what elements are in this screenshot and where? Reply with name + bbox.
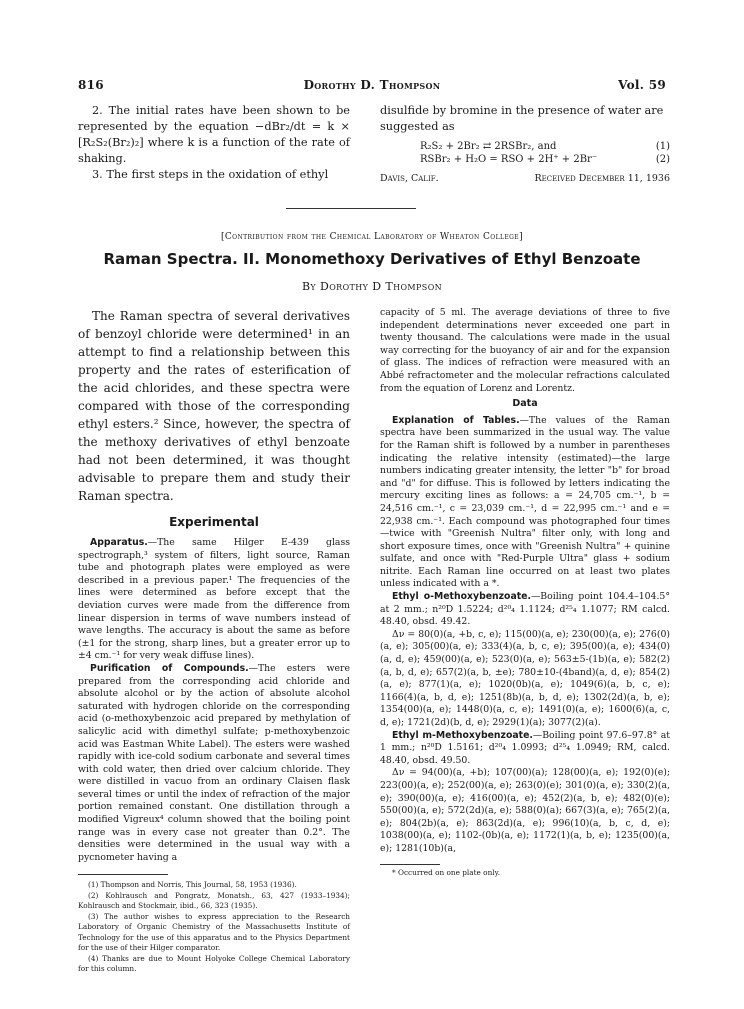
equation-2-body: RSBr₂ + H₂O = RSO + 2H⁺ + 2Br⁻ [420,154,598,165]
purification-label: Purification of Compounds. [90,662,249,674]
article-title: Raman Spectra. II. Monomethoxy Derivatives of Ethyl Benzoate [103,250,641,268]
equation-2-number: (2) [655,154,670,165]
equation-1-body: R₂S₂ + 2Br₂ ⇄ 2RSBr₂, and [420,141,557,152]
explanation-text: —The values of the Raman spectra have been summarized in the usual way. The value for the Raman shift is followed by a number in parentheses indicating the relative intensity (estimated)—the large numbers indicating greater intensity, the letter "b" for broad and "d" for diffuse. This is followed by letters indicating the mercury exciting lines as follows: a = 24,705 cm.⁻¹, b = 24,516 cm.⁻¹, c = 23,039 cm.⁻¹, d = 22,995 cm.⁻¹ and e = 22,938 cm.⁻¹. Each compound was photographed four times—twice with "Greenish Nultra" filter only, with long and short exposure times, once with "Greenish Nultra" + quinine sulfate, and once with "Red-Purple Ultra" glass + sodium nitrite. Each Raman line occurred on at least two plates unless indicated with a *. [380,414,671,590]
equation-1-number: (1) [655,141,670,152]
footnote-3: (3) The author wishes to express appreciation to the Research Laboratory of Organic Chemistry of the Massachusetts Institute of Technology for the use of this apparatus and to the Physics Department for the use of their Hilger comparator. [78,911,350,953]
apparatus-label: Apparatus. [90,537,148,548]
meta-raman-shifts: Δν = 94(00)(a, +b); 107(00)(a); 128(00)(a, e); 192(0)(e); 223(00)(a, e); 252(00)(a, e); 263(0)(e); 301(0)(a, e); 330(2)(a, e); 390(00)(a, e); 416(00)(a, e); 452(2)(a, b, e); 482(0)(e); 550(00)(a, e); 572(2d)(a, e); 588(0)(a); 667(3)(a, e); 765(2)(a, e); 804(2b)(a, e); 863(2d)(a, e); 996(10)(a, b, c, d, e); 1038(00)(a, e); 1102-(0b)(a, e); 1172(1)(a, b, e); 1235(00)(a, e); 1281(10b)(a, [380,767,670,854]
previous-article-right [380,103,670,187]
meta-compound-label: Ethyl m-Methoxybenzoate. [392,729,533,741]
apparatus-paragraph [78,537,350,663]
footnote-4: (4) Thanks are due to Mount Holyoke College Chemical Laboratory for this column. [78,953,350,974]
page-number: 816 [78,78,104,92]
footnote-rule [78,874,168,875]
ortho-raman-shifts: Δν = 80(0)(a, +b, c, e); 115(00)(a, e); 230(00)(a, e); 276(0)(a, e); 305(00)(a, e); 333(4)(a, b, c, e); 395(00)(a, e); 434(0)(a, d, e); 459(00)(a, e); 523(0)(a, e); 563±5-(1b)(a, e); 582(2)(a, b, d, e); 657(2)(a, b, ±e); 780±10-(4band)(a, d, e); 854(2)(a, e); 877(1)(a, e); 1020(0b)(a, e); 1049(6)(a, b, c, e); 1166(4)(a, b, d, e); 1251(8b)(a, b, d, e); 1302(2d)(a, b, e); 1354(00)(a, e); 1448(0)(a, c, e); 1491(0)(a, e); 1600(6)(a, c, d, e); 1721(2d)(b, d, e); 2929(1)(a); 3077(2)(a). [380,628,670,728]
experimental-body [78,537,350,864]
location: Davis, Calif. [380,173,439,184]
previous-article-left [78,103,350,183]
intro-paragraph: The Raman spectra of several derivatives of benzoyl chloride were determined¹ in an attempt to find a relationship between this property and the rates of esterification of the acid chlorides, and these spectra were compared with those of the corresponding ethyl esters.² Since, however, the spectra of the methoxy derivatives of ethyl benzoate had not been determined, it was thought advisable to prepare them and study their Raman spectra. [78,309,350,503]
footnote-1: (1) Thompson and Norris, This Journal, 58, 1953 (1936). [88,880,297,890]
received-line [380,171,670,187]
left-column [78,307,350,975]
article-separator [286,208,416,209]
conclusion-item-3: 3. The first steps in the oxidation of ethyl [92,168,329,181]
conclusion-item-2: 2. The initial rates have been shown to be represented by the equation −dBr₂/dt = k × [R₂S₂(Br₂)₂] where k is a function of the rate of shaking. [78,104,350,165]
footnote-2: (2) Kohlrausch and Pongratz, Monatsh., 63, 427 (1933–1934); Kohlrausch and Stockmair, ibid., 66, 323 (1935). [78,890,350,911]
byline: By Dorothy D Thompson [301,280,443,293]
ortho-compound-paragraph [380,591,670,629]
data-footnote: * Occurred on one plate only. [392,867,501,877]
purification-paragraph [78,663,350,865]
ortho-compound-properties: —Boiling point 104.4–104.5° at 2 mm.; n²⁰D 1.5224; d²⁰₄ 1.1124; d²⁵₄ 1.1077; RM calcd. 48.40, obsd. 49.42. [380,591,670,628]
equation-2 [380,153,670,166]
running-author: Dorothy D. Thompson [303,78,441,92]
received-date: Received December 11, 1936 [534,173,670,184]
section-heading-data: Data [512,398,538,410]
right-column [380,307,670,878]
equation-1 [380,140,670,153]
section-heading-experimental: Experimental [169,515,259,529]
data-footnote-rule [380,864,440,865]
explanation-paragraph [380,415,670,591]
purification-text: —The esters were prepared from the corresponding acid chloride and absolute alcohol or by the action of absolute alcohol saturated with hydrogen chloride on the corresponding acid (o-methoxybenzoic acid prepared by methylation of salicylic acid with dimethyl sulfate; p-methoxybenzoic acid was Eastman White Label). The esters were washed rapidly with ice-cold sodium carbonate and several times with cold water, then dried over calcium chloride. They were distilled in vacuo from an ordinary Claisen flask several times or until the index of refraction of the major portion remained constant. One distillation through a modified Vigreux⁴ column showed that the boiling point range was in every case not greater than 0.2°. The densities were determined in the usual way with a pycnometer having a [78,662,350,863]
previous-article-text: disulfide by bromine in the presence of water are suggested as [380,104,664,133]
volume-label: Vol. 59 [618,78,666,92]
contribution-line: [Contribution from the Chemical Laboratory of Wheaton College] [220,232,523,242]
ortho-compound-label: Ethyl o-Methoxybenzoate. [392,591,531,603]
explanation-label: Explanation of Tables. [392,414,520,426]
meta-compound-properties: —Boiling point 97.6–97.8° at 1 mm.; n²⁰D 1.5161; d²⁰₄ 1.0993; d²⁵₄ 1.0949; RM, calcd. 48.40, obsd. 49.50. [380,729,670,766]
meta-compound-paragraph [380,730,670,768]
apparatus-text: —The same Hilger E-439 glass spectrograph,³ system of filters, light source, Raman tube and photograph plates were employed as were described in a previous paper.¹ The frequencies of the lines were determined as before except that the deviation curves were made from the difference from linear dispersion in terms of wave numbers instead of wave lengths. The accuracy is about the same as before (±1 for the strong, sharp lines, but a greater error up to ±4 cm.⁻¹ for very weak diffuse lines). [78,537,350,662]
continuation-paragraph: capacity of 5 ml. The average deviations of three to five independent determinations never exceeded one part in twenty thousand. The calculations were made in the usual way correcting for the buoyancy of air and for the expansion of glass. The indices of refraction were measured with an Abbé refractometer and the molecular refractions calculated from the equation of Lorenz and Lorentz. [380,307,670,394]
